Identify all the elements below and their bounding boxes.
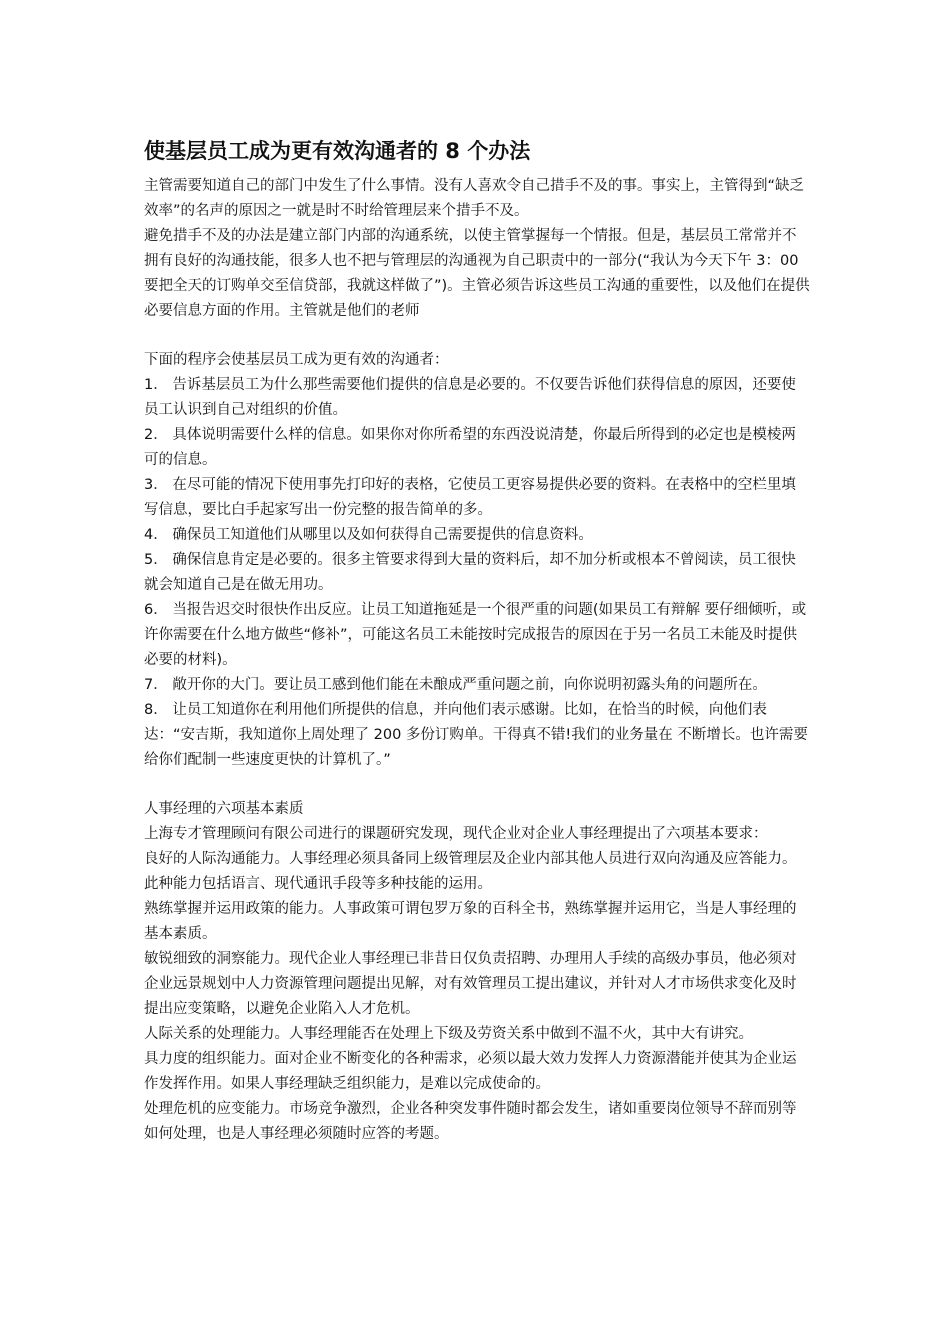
- step-8: 8． 让员工知道你在利用他们所提供的信息，并向他们表示感谢。比如，在恰当的时候，向他们表达：“安吉斯，我知道你上周处理了 200 多份订购单。干得真不错!我们的业务量在 不断增长。也许需要给你们配制一些速度更快的计算机了。”: [144, 702, 808, 768]
- step-7: 7． 敞开你的大门。要让员工感到他们能在未酿成严重问题之前，向你说明初露头角的问题所在。: [144, 677, 767, 693]
- section-heading: 人事经理的六项基本素质: [144, 801, 304, 817]
- document-page: [144, 136, 810, 1147]
- quality-6: 处理危机的应变能力。市场竞争激烈，企业各种突发事件随时都会发生，诸如重要岗位领导不辞而别等如何处理，也是人事经理必须随时应答的考题。: [144, 1101, 797, 1142]
- quality-3: 敏锐细致的洞察能力。现代企业人事经理已非昔日仅负责招聘、办理用人手续的高级办事员，他必须对企业远景规划中人力资源管理问题提出见解，对有效管理员工提出建议，并针对人才市场供求变化及时提出应变策略，以避免企业陷入人才危机。: [144, 951, 797, 1017]
- document-title: 使基层员工成为更有效沟通者的 8 个办法: [144, 139, 531, 163]
- quality-1: 良好的人际沟通能力。人事经理必须具备同上级管理层及企业内部其他人员进行双向沟通及应答能力。此种能力包括语言、现代通讯手段等多种技能的运用。: [144, 851, 797, 892]
- quality-4: 人际关系的处理能力。人事经理能否在处理上下级及劳资关系中做到不温不火，其中大有讲究。: [144, 1026, 753, 1042]
- section-intro: 上海专才管理顾问有限公司进行的课题研究发现，现代企业对企业人事经理提出了六项基本要求：: [144, 826, 768, 842]
- intro-paragraph-2: 避免措手不及的办法是建立部门内部的沟通系统，以使主管掌握每一个情报。但是，基层员工常常并不拥有良好的沟通技能，很多人也不把与管理层的沟通视为自己职责中的一部分(“我认为今天下午 3：00 要把全天的订购单交至信贷部，我就这样做了”)。主管必须告诉这些员工沟通的重要性，以及他们在提供必要信息方面的作用。主管就是他们的老师: [144, 228, 810, 319]
- step-1: 1． 告诉基层员工为什么那些需要他们提供的信息是必要的。不仅要告诉他们获得信息的原因，还要使员工认识到自己对组织的价值。: [144, 377, 796, 418]
- quality-5: 具力度的组织能力。面对企业不断变化的各种需求，必须以最大效力发挥人力资源潜能并使其为企业运作发挥作用。如果人事经理缺乏组织能力，是难以完成使命的。: [144, 1051, 797, 1092]
- step-6: 6． 当报告迟交时很快作出反应。让员工知道拖延是一个很严重的问题(如果员工有辩解 要仔细倾听，或许你需要在什么地方做些“修补”，可能这名员工未能按时完成报告的原因在于另一名员工未能及时提供必要的材料)。: [144, 602, 807, 668]
- intro-paragraph-1: 主管需要知道自己的部门中发生了什么事情。没有人喜欢令自己措手不及的事。事实上，主管得到“缺乏效率”的名声的原因之一就是时不时给管理层来个措手不及。: [144, 178, 805, 219]
- paragraph-spacer: [144, 773, 810, 797]
- step-5: 5． 确保信息肯定是必要的。很多主管要求得到大量的资料后，却不加分析或根本不曾阅读，员工很快就会知道自己是在做无用功。: [144, 552, 796, 593]
- paragraph-spacer: [144, 324, 810, 348]
- step-3: 3． 在尽可能的情况下使用事先打印好的表格，它使员工更容易提供必要的资料。在表格中的空栏里填写信息，要比白手起家写出一份完整的报告简单的多。: [144, 477, 796, 518]
- steps-intro: 下面的程序会使基层员工成为更有效的沟通者：: [144, 352, 449, 368]
- step-2: 2． 具体说明需要什么样的信息。如果你对你所希望的东西没说清楚，你最后所得到的必定也是模棱两可的信息。: [144, 427, 796, 468]
- quality-2: 熟练掌握并运用政策的能力。人事政策可谓包罗万象的百科全书，熟练掌握并运用它，当是人事经理的基本素质。: [144, 901, 797, 942]
- step-4: 4． 确保员工知道他们从哪里以及如何获得自己需要提供的信息资料。: [144, 527, 593, 543]
